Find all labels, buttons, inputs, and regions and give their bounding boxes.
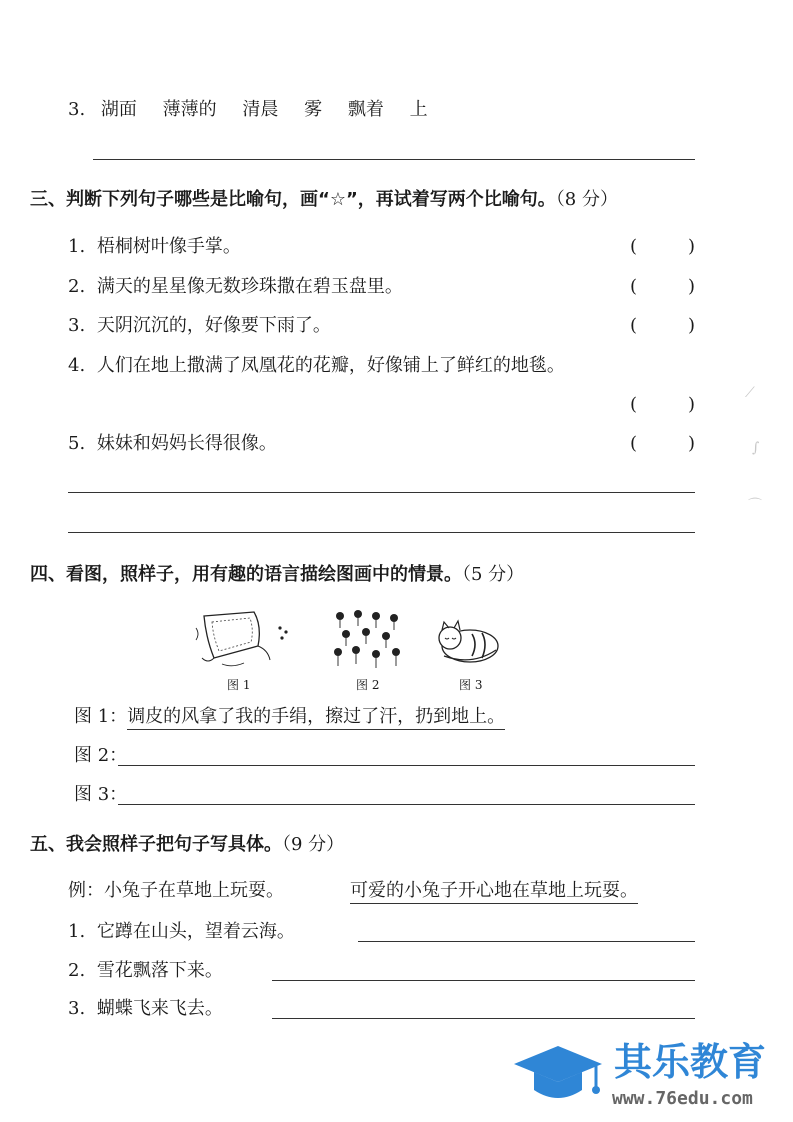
q5-item-3 xyxy=(68,998,223,1020)
picture-caption: 图 1 xyxy=(227,678,251,692)
q3-item-2 xyxy=(68,276,403,298)
item-number: 3. xyxy=(68,99,86,120)
answer-label: 图 3： xyxy=(74,784,128,805)
example-answer: 可爱的小兔子开心地在草地上玩耍。 xyxy=(350,880,638,904)
item-number: 5. xyxy=(68,433,86,454)
picture-caption: 图 3 xyxy=(459,678,483,692)
answer-line[interactable] xyxy=(118,804,695,805)
answer-line[interactable] xyxy=(272,1018,695,1019)
q3-item-5 xyxy=(68,433,277,455)
example-answer: 调皮的风拿了我的手绢，擦过了汗，扔到地上。 xyxy=(127,706,505,730)
paren-close: ) xyxy=(688,236,696,257)
section-5-heading xyxy=(30,834,344,856)
q4-answer-2 xyxy=(74,745,127,767)
paren-close: ) xyxy=(688,433,696,454)
word-chip: 薄薄的 xyxy=(162,99,217,120)
word-chip: 清晨 xyxy=(242,99,279,120)
answer-paren[interactable] xyxy=(688,276,695,298)
background-mark: ⌒ xyxy=(748,498,762,514)
answer-paren[interactable] xyxy=(688,236,695,258)
paren-close: ) xyxy=(688,394,696,415)
paren-close: ) xyxy=(688,276,696,297)
item-number: 4. xyxy=(68,355,86,376)
paren-open: ( xyxy=(630,276,638,297)
section-3-heading xyxy=(30,189,618,211)
q5-item-2 xyxy=(68,960,223,982)
item-text: 人们在地上撒满了凤凰花的花瓣，好像铺上了鲜红的地毯。 xyxy=(96,355,565,376)
q4-answer-1 xyxy=(74,706,505,728)
q5-example-answer xyxy=(350,880,638,902)
answer-paren[interactable] xyxy=(688,315,695,337)
word-chip: 湖面 xyxy=(100,99,137,120)
answer-label: 图 1： xyxy=(74,706,128,727)
item-text: 天阴沉沉的，好像要下雨了。 xyxy=(96,315,331,336)
answer-line[interactable] xyxy=(93,159,695,160)
q3-item-1 xyxy=(68,236,241,258)
word-chip: 飘着 xyxy=(347,99,384,120)
paren-open: ( xyxy=(630,433,638,454)
q2-item-3 xyxy=(68,99,428,121)
answer-line[interactable] xyxy=(272,980,695,981)
answer-label: 图 2： xyxy=(74,745,128,766)
heading-text: 五、我会照样子把句子写具体。 xyxy=(30,834,282,855)
answer-line[interactable] xyxy=(118,765,695,766)
item-text: 它蹲在山头，望着云海。 xyxy=(96,921,295,942)
answer-paren[interactable] xyxy=(688,433,695,455)
q4-answer-3 xyxy=(74,784,127,806)
section-score: （9 分） xyxy=(282,834,345,855)
heading-text: 四、看图，照样子，用有趣的语言描绘图画中的情景。 xyxy=(30,564,462,585)
background-mark: ∫ xyxy=(752,440,760,456)
answer-paren[interactable] xyxy=(630,433,637,455)
brand-name: 其乐教育 xyxy=(614,1040,767,1084)
paren-open: ( xyxy=(630,236,638,257)
flower-field-picture xyxy=(328,606,408,672)
brand-url: www.76edu.com xyxy=(612,1088,753,1109)
example-label: 例： xyxy=(68,880,104,901)
item-number: 1. xyxy=(68,921,86,942)
item-text: 雪花飘落下来。 xyxy=(96,960,223,981)
item-number: 2. xyxy=(68,960,86,981)
answer-line[interactable] xyxy=(358,941,695,942)
answer-paren[interactable] xyxy=(688,394,695,416)
answer-paren[interactable] xyxy=(630,394,637,416)
paren-open: ( xyxy=(630,394,638,415)
item-text: 满天的星星像无数珍珠撒在碧玉盘里。 xyxy=(96,276,403,297)
picture-caption: 图 2 xyxy=(356,678,380,692)
item-text: 蝴蝶飞来飞去。 xyxy=(96,998,223,1019)
item-number: 3. xyxy=(68,998,86,1019)
paren-close: ) xyxy=(688,315,696,336)
heading-text: 三、判断下列句子哪些是比喻句，画“☆”，再试着写两个比喻句。 xyxy=(30,189,556,210)
q3-item-4 xyxy=(68,355,565,377)
word-chip: 雾 xyxy=(304,99,323,120)
item-number: 2. xyxy=(68,276,86,297)
answer-line[interactable] xyxy=(68,532,695,533)
item-number: 1. xyxy=(68,236,86,257)
q3-item-3 xyxy=(68,315,331,337)
answer-paren[interactable] xyxy=(630,276,637,298)
item-text: 妹妹和妈妈长得很像。 xyxy=(96,433,277,454)
sleeping-cat-picture xyxy=(432,616,502,666)
paren-open: ( xyxy=(630,315,638,336)
section-score: （8 分） xyxy=(555,189,618,210)
q5-example xyxy=(68,880,284,902)
section-4-heading xyxy=(30,564,524,586)
answer-paren[interactable] xyxy=(630,315,637,337)
graduation-cap-icon xyxy=(512,1040,604,1110)
q5-item-1 xyxy=(68,921,295,943)
answer-paren[interactable] xyxy=(630,236,637,258)
handkerchief-picture xyxy=(192,608,302,670)
example-plain: 小兔子在草地上玩耍。 xyxy=(104,880,284,901)
word-chip: 上 xyxy=(409,99,428,120)
answer-line[interactable] xyxy=(68,492,695,493)
section-score: （5 分） xyxy=(462,564,525,585)
item-number: 3. xyxy=(68,315,86,336)
item-text: 梧桐树叶像手掌。 xyxy=(96,236,241,257)
background-mark: ⟋ xyxy=(745,385,755,401)
